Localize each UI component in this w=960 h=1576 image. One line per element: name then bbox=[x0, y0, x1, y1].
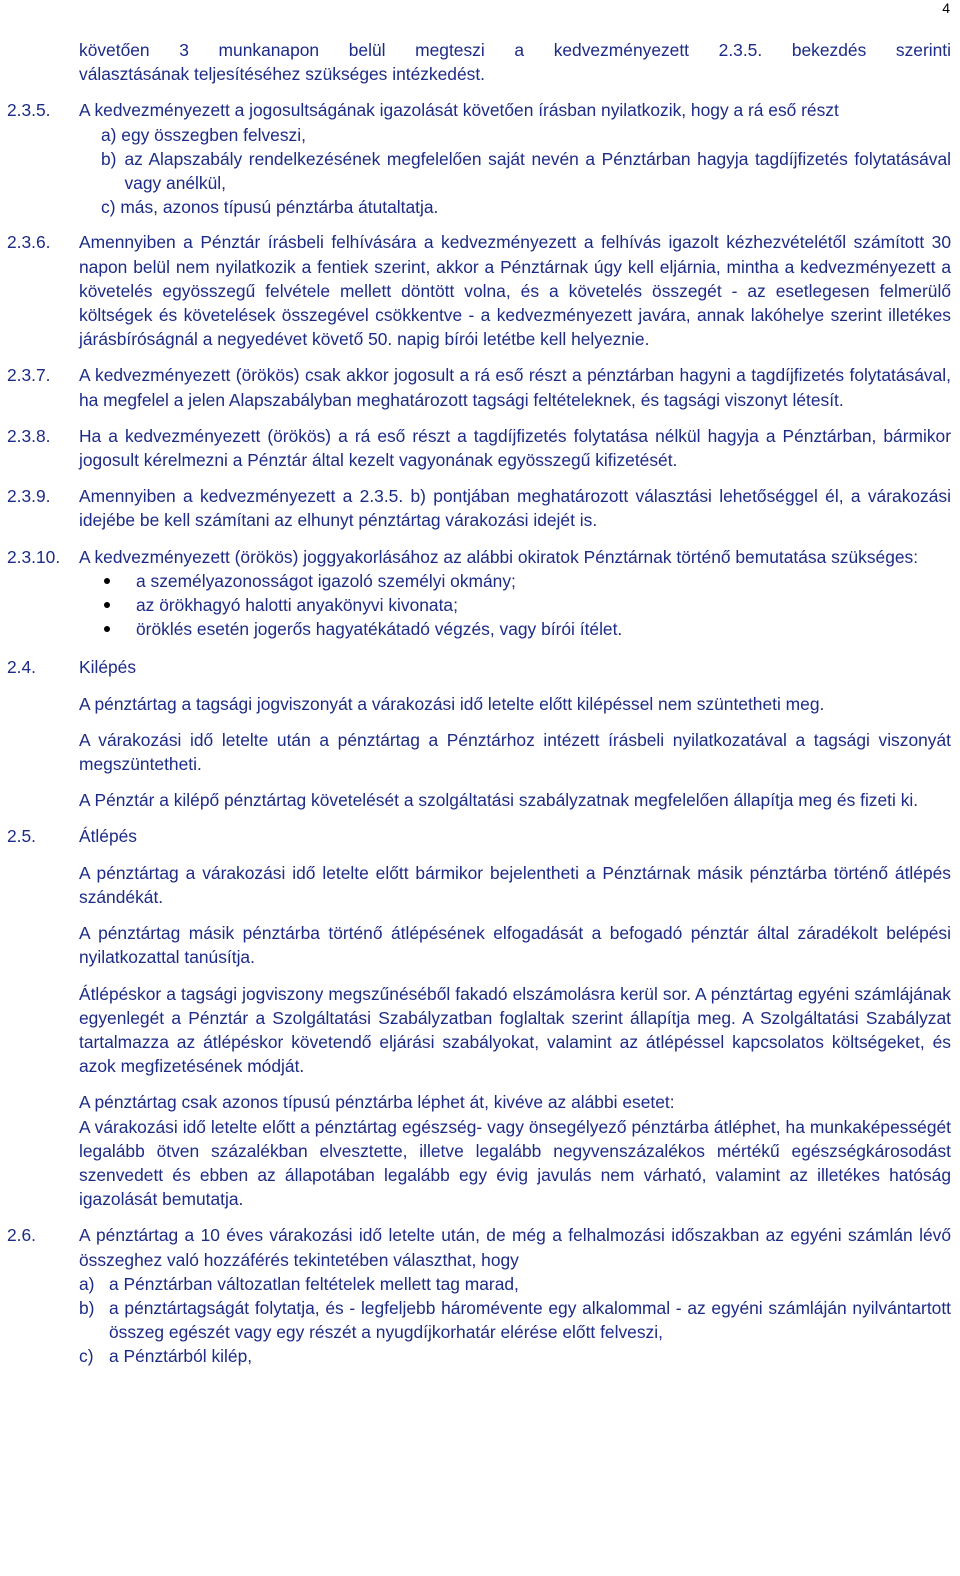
option-label: a) bbox=[79, 1273, 95, 1294]
option-label: c) bbox=[79, 1346, 94, 1367]
section-title: Kilépés bbox=[79, 657, 137, 678]
section-2-3-7 bbox=[7, 363, 951, 411]
paragraph: Átlépéskor a tagsági jogviszony megszűnéséből fakadó elszámolásra kerül sor. A pénztártag egyéni számlájának egyenlegét a Pénztár a Szolgáltatási Szabályzatban foglaltak szerint állapítja meg. A Szolgáltatási Szabályzat tartalmazza az átlépéskor követendő eljárási szabályokat, valamint az átlépéssel kapcsolatos költségeket, és azok megfizetésének módját. bbox=[79, 983, 951, 1077]
paragraph-line: A várakozási idő letelte előtt a pénztártag egészség- vagy önsegélyező pénztárba átléphet, ha munkaképességét legalább ötven százalékban elvesztette, illetve legalább negyvenszázalékos mértékű egészségkárosodást szenvedett és ebben az állapotában legalább egy évig javulás nem várható, valamint az illetékes hatóság igazolását bemutatja. bbox=[79, 1116, 951, 1210]
section-number: 2.3.8. bbox=[7, 425, 51, 446]
section-body bbox=[79, 824, 951, 1211]
document-list bbox=[79, 569, 951, 642]
option-b bbox=[79, 1296, 951, 1344]
section-number: 2.3.5. bbox=[7, 100, 51, 121]
lead-line-1: követően 3 munkanapon belül megteszi a kedvezményezett 2.3.5. bekezdés szerinti bbox=[79, 40, 951, 60]
section-text: Amennyiben a kedvezményezett a 2.3.5. b) pontjában meghatározott választási lehetőséggel él, a várakozási idejébe be kell számítani az elhunyt pénztártag várakozási idejét is. bbox=[79, 486, 951, 531]
option-c bbox=[79, 1344, 951, 1368]
lead-line-2: választásának teljesítéséhez szükséges intézkedést. bbox=[79, 64, 486, 85]
section-text: Amennyiben a Pénztár írásbeli felhívására a kedvezményezett a felhívás igazolt kézhezvételétől számított 30 napon belül nem nyilatkozik a fentiek szerint, akkor a Pénztárnak úgy kell eljárnia, mintha a kedvezményezett a követelés egyösszegű felvétele mellett döntött volna, és a követelés összegét - az esetlegesen felmerülő költségek és követelések összegével csökkentve - a kedvezményezett javára, annak lakóhelye szerint illetékes járásbíróságnál a negyedévet követő 50. napig bírói letétbe kell helyeznie. bbox=[79, 232, 951, 350]
section-number: 2.3.9. bbox=[7, 486, 51, 507]
section-2-5 bbox=[7, 824, 951, 1211]
section-title: Átlépés bbox=[79, 826, 138, 847]
section-2-6 bbox=[7, 1223, 951, 1368]
list-item bbox=[101, 569, 951, 593]
paragraph: A Pénztár a kilépő pénztártag követelését a szolgáltatási szabályzatnak megfelelően állapítja meg és fizeti ki. bbox=[79, 790, 919, 811]
section-2-3-9 bbox=[7, 484, 951, 532]
list-item-text: öröklés esetén jogerős hagyatékátadó végzés, vagy bírói ítélet. bbox=[136, 619, 623, 640]
paragraph: A pénztártag másik pénztárba történő átlépésének elfogadását a befogadó pénztár által záradékolt belépési nyilatkozattal tanúsítja. bbox=[79, 923, 951, 968]
section-2-3-5 bbox=[7, 98, 951, 219]
lead-paragraph bbox=[7, 38, 951, 86]
list-item bbox=[101, 593, 951, 617]
section-number: 2.5. bbox=[7, 826, 37, 847]
section-text: A kedvezményezett (örökös) joggyakorlásához az alábbi okiratok Pénztárnak történő bemutatása szükséges: bbox=[79, 546, 919, 567]
list-item-text: a személyazonosságot igazoló személyi okmány; bbox=[136, 570, 516, 591]
section-text: A kedvezményezett a jogosultságának igazolását követően írásban nyilatkozik, hogy a rá eső részt bbox=[79, 100, 839, 121]
choice-b-label: b) bbox=[101, 148, 117, 169]
section-number: 2.3.10. bbox=[7, 546, 61, 567]
section-number: 2.3.7. bbox=[7, 365, 51, 386]
choice-list bbox=[79, 123, 951, 220]
bullet-icon bbox=[101, 569, 136, 593]
list-item bbox=[101, 617, 951, 641]
section-body bbox=[79, 1223, 951, 1368]
section-text: A kedvezményezett (örökös) csak akkor jogosult a rá eső részt a pénztárban hagyni a tagdíjfizetés folytatásával, ha megfelel a jelen Alapszabályban meghatározott tagsági feltételeknek, és tagsági viszonyt létesít. bbox=[79, 365, 951, 410]
paragraph bbox=[79, 1090, 951, 1211]
bullet-icon bbox=[101, 617, 136, 641]
section-2-3-6 bbox=[7, 230, 951, 351]
paragraph: A várakozási idő letelte után a pénztártag a Pénztárhoz intézett írásbeli nyilatkozatával a tagsági viszonyát megszüntetheti. bbox=[79, 729, 951, 775]
section-text: Ha a kedvezményezett (örökös) a rá eső részt a tagdíjfizetés folytatása nélkül hagyja a Pénztárban, bármikor jogosult kérelmezni a Pénztár által kezelt vagyonának egyösszegű kifizetését. bbox=[79, 425, 951, 471]
section-2-4 bbox=[7, 655, 951, 812]
paragraph: A pénztártag a várakozási idő letelte előtt bármikor bejelentheti a Pénztárnak másik pénztárba történő átlépés szándékát. bbox=[79, 862, 951, 907]
choice-b-text: az Alapszabály rendelkezésének megfelelően saját nevén a Pénztárban hagyja tagdíjfizetés folytatásával vagy anélkül, bbox=[124, 148, 951, 194]
section-number: 2.4. bbox=[7, 657, 37, 678]
choice-a: a) egy összegben felveszi, bbox=[101, 124, 306, 145]
list-item-text: az örökhagyó halotti anyakönyvi kivonata; bbox=[136, 595, 458, 616]
option-a bbox=[79, 1272, 951, 1296]
section-body bbox=[79, 655, 951, 812]
choice-c: c) más, azonos típusú pénztárba átutaltatja. bbox=[101, 197, 439, 218]
paragraph-line: A pénztártag csak azonos típusú pénztárba léphet át, kivéve az alábbi esetet: bbox=[79, 1092, 675, 1113]
section-text: A pénztártag a 10 éves várakozási idő letelte után, de még a felhalmozási időszakban az egyéni számlán lévő összeghez való hozzáférés tekintetében választhat, hogy bbox=[79, 1225, 951, 1270]
section-2-3-10 bbox=[7, 545, 951, 642]
option-list bbox=[79, 1272, 951, 1369]
document-body bbox=[7, 38, 951, 1369]
paragraph: A pénztártag a tagsági jogviszonyát a várakozási idő letelte előtt kilépéssel nem szüntetheti meg. bbox=[79, 693, 825, 714]
section-number: 2.6. bbox=[7, 1225, 37, 1246]
option-text: a pénztártagságát folytatja, és - legfeljebb háromévente egy alkalommal - az egyéni számláján nyilvántartott összeg egészét vagy egy részét a nyugdíjkorhatár elérése előtt felveszi, bbox=[109, 1297, 951, 1343]
option-text: a Pénztárból kilép, bbox=[109, 1346, 253, 1367]
option-label: b) bbox=[79, 1297, 95, 1318]
section-body bbox=[79, 98, 951, 219]
section-2-3-8 bbox=[7, 424, 951, 472]
bullet-icon bbox=[101, 593, 136, 617]
section-body bbox=[79, 545, 951, 642]
option-text: a Pénztárban változatlan feltételek mellett tag marad, bbox=[109, 1273, 519, 1294]
page-number: 4 bbox=[942, 0, 950, 16]
choice-b bbox=[101, 147, 951, 195]
section-number: 2.3.6. bbox=[7, 232, 51, 253]
